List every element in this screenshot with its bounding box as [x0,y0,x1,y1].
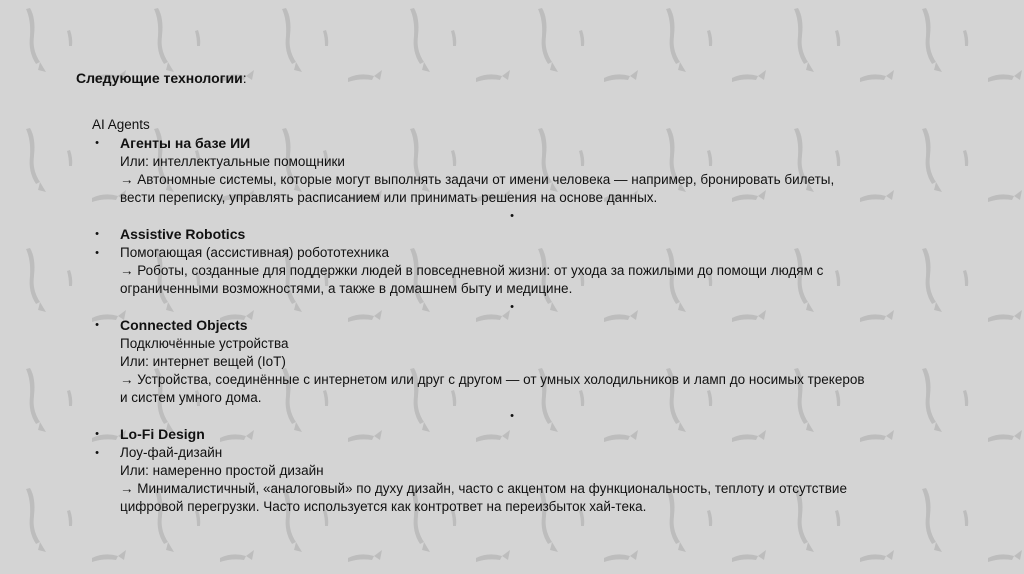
list-item-text [92,153,972,171]
bullet-icon: • [95,137,99,149]
section-subtitle: Лоу-фай-дизайн [120,445,223,460]
bullet-icon: • [95,447,99,459]
section-alt-name: Или: интернет вещей (IoT) [120,354,286,369]
list-item-text [92,389,972,407]
intro-label: AI Agents [92,117,150,132]
list-item [92,316,972,335]
technology-list [92,116,972,516]
section-alt-name: Или: интеллектуальные помощники [120,154,345,169]
list-item [92,244,972,262]
section-description: → Устройства, соединённые с интернетом или друг с другом — от умных холодильников и ламп до носимых трекеров [120,372,865,387]
bullet-icon: • [95,428,99,440]
list-item-text [92,462,972,480]
list-item-text [92,280,972,298]
section-description: цифровой перегрузки. Часто используется как контрответ на переизбыток хай-тека. [120,499,647,514]
section-description: и систем умного дома. [120,390,262,405]
list-item-text [92,353,972,371]
bullet-icon: • [95,247,99,259]
slide-heading-colon: : [242,70,247,86]
section-title: Lo-Fi Design [120,426,205,442]
section-title: Assistive Robotics [120,226,246,242]
bullet-icon: • [95,319,99,331]
list-item [92,425,972,444]
bullet-icon: • [95,228,99,240]
list-item-text [92,498,972,516]
section-title: Connected Objects [120,317,248,333]
list-item-text [92,480,972,498]
list-item-text [92,262,972,280]
section-description: ограниченными возможностями, а также в домашнем быту и медицине. [120,281,573,296]
separator-bullet-icon: • [510,210,514,222]
slide-heading-text: Следующие технологии [76,70,243,86]
section-description: → Минималистичный, «аналоговый» по духу дизайн, часто с акцентом на функциональность, теплоту и отсутствие [120,481,847,496]
list-item [92,134,972,153]
list-item-text [92,371,972,389]
list-item-text [92,189,972,207]
section-description: → Роботы, созданные для поддержки людей в повседневной жизни: от ухода за пожилыми до помощи людям с [120,263,824,278]
section-subtitle: Помогающая (ассистивная) робототехника [120,245,390,260]
separator-bullet-icon: • [510,410,514,422]
list-item [92,444,972,462]
section-title: Агенты на базе ИИ [120,135,251,151]
slide-heading [76,70,247,86]
list-item [92,225,972,244]
section-alt-name: Или: намеренно простой дизайн [120,463,324,478]
list-item-text [92,335,972,353]
separator-bullet-icon: • [510,301,514,313]
section-description: вести переписку, управлять расписанием или принимать решения на основе данных. [120,190,658,205]
section-subtitle: Подключённые устройства [120,336,289,351]
list-item-text [92,171,972,189]
section-description: → Автономные системы, которые могут выполнять задачи от имени человека — например, бронировать билеты, [120,172,835,187]
